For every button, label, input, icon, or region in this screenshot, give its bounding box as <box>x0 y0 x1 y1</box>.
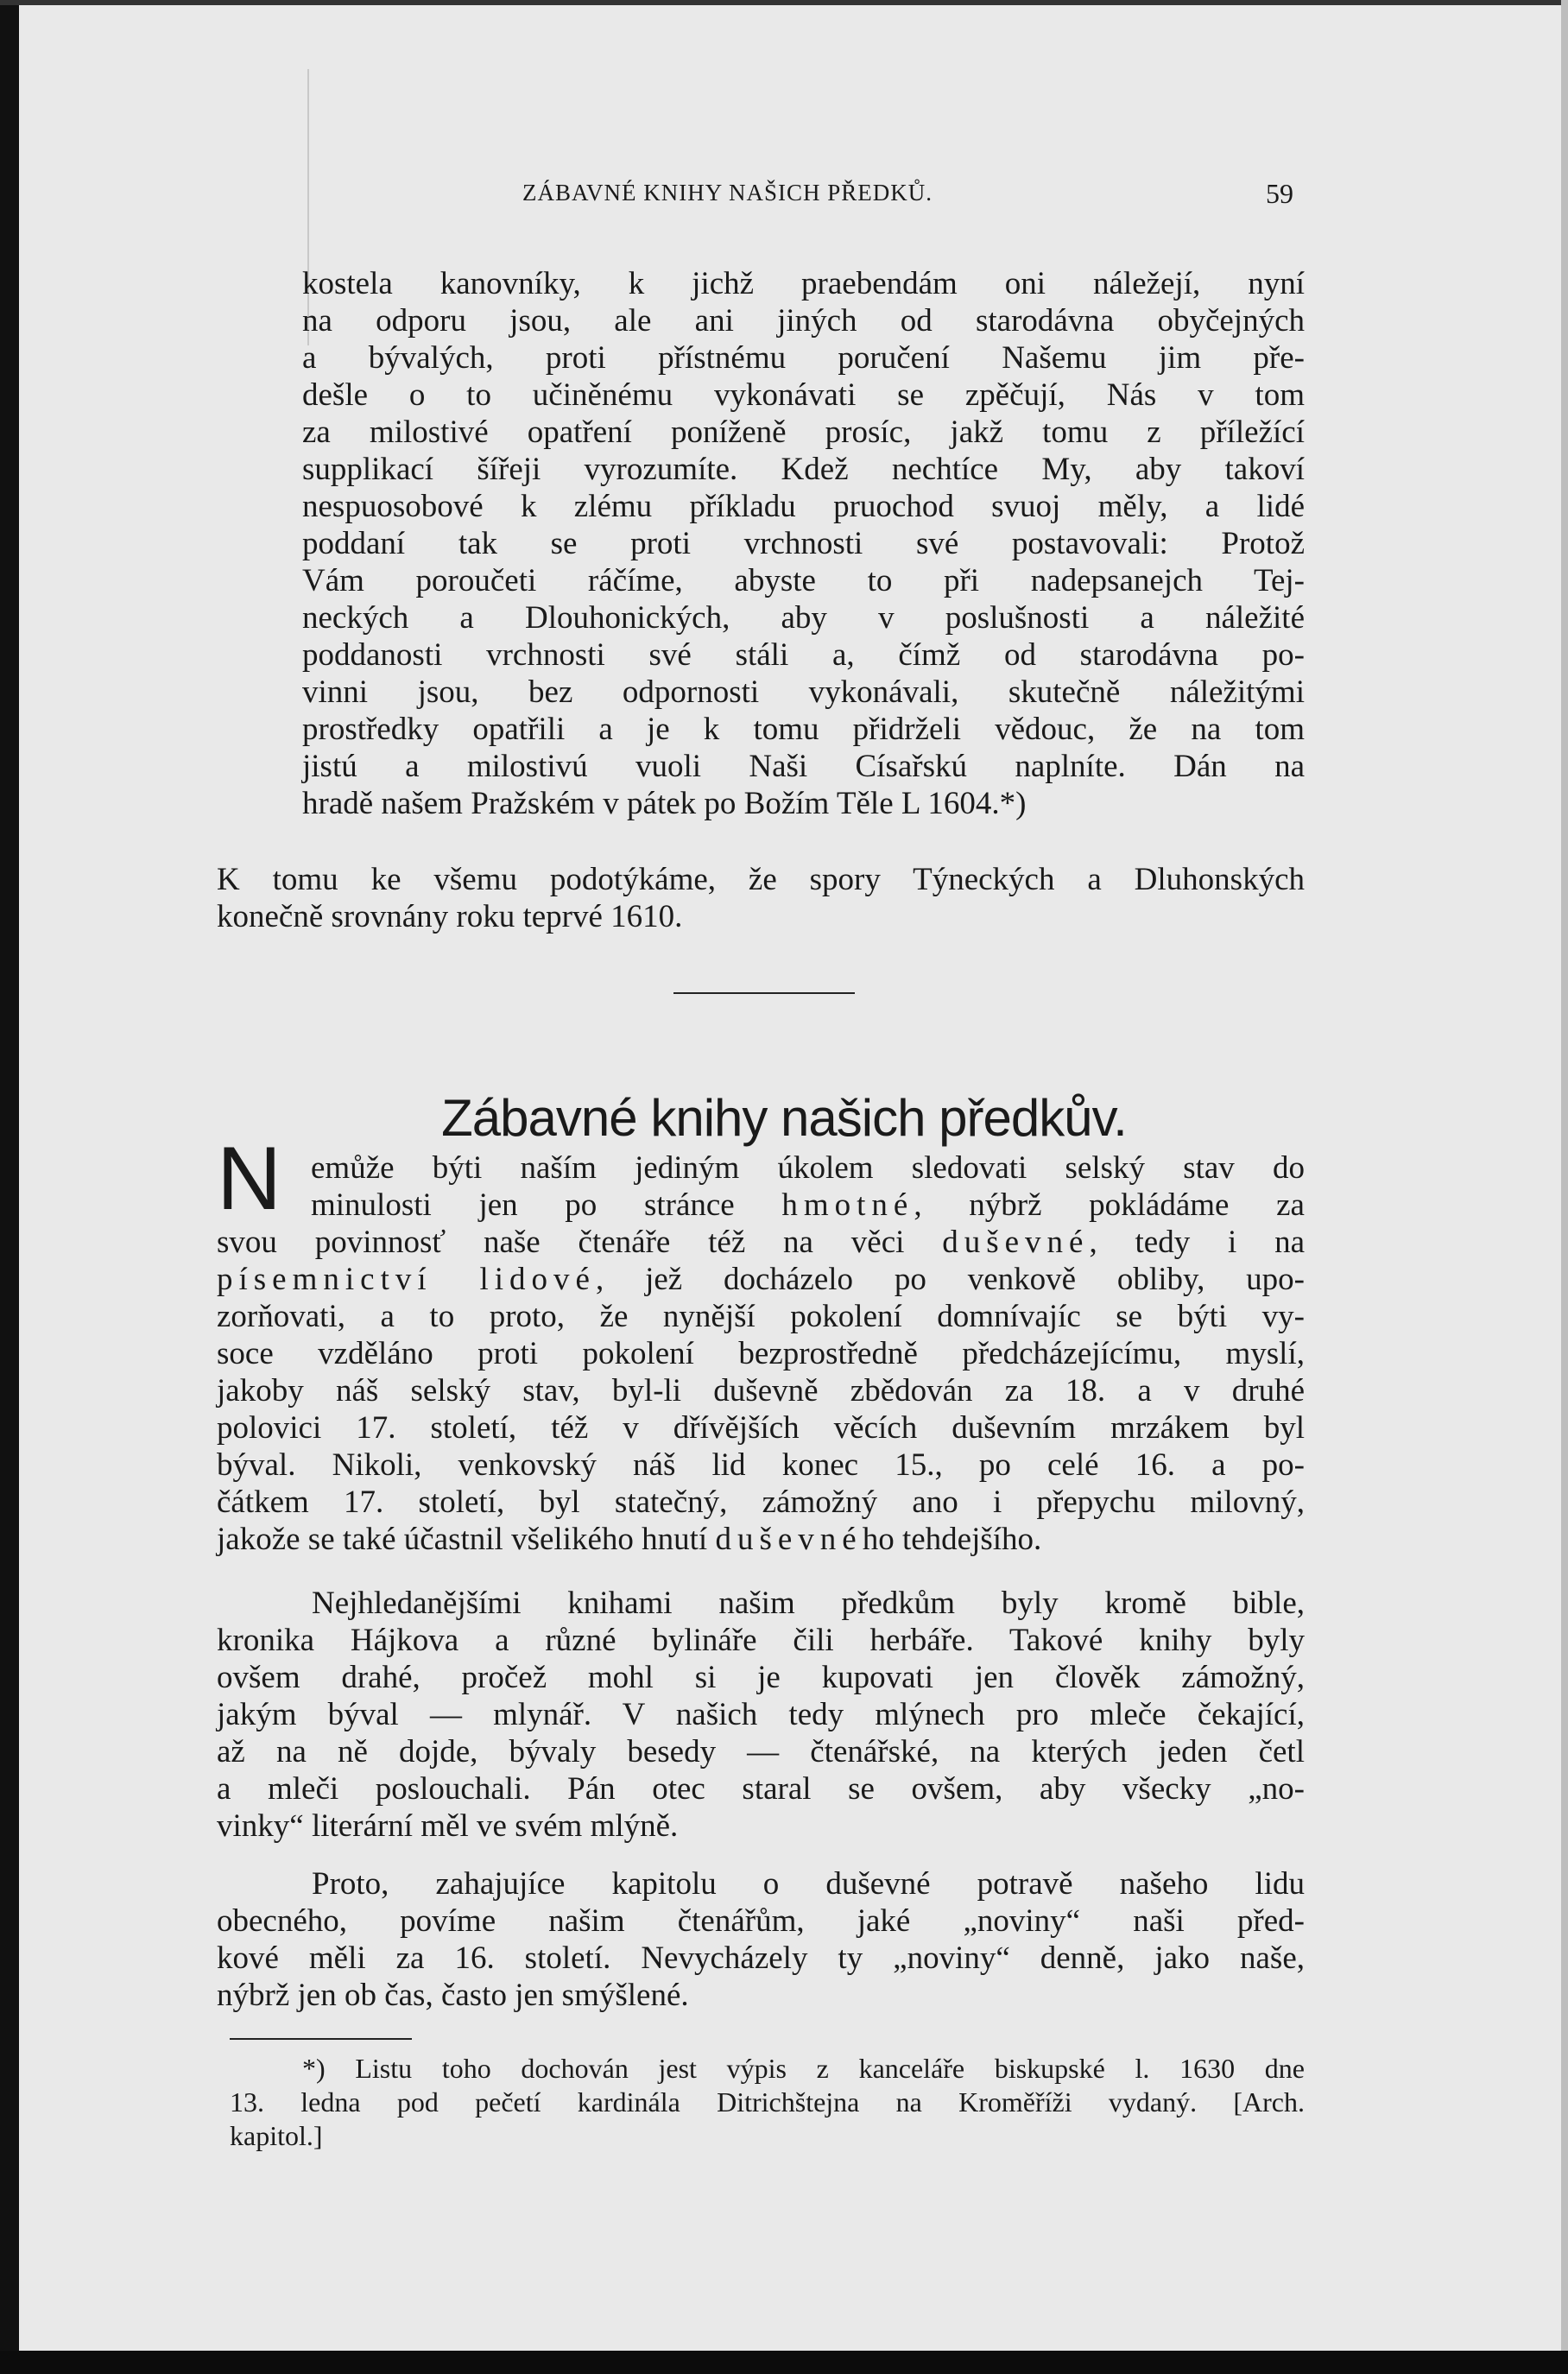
text-line: soce vzděláno proti pokolení bezprostředně předcházejícímu, myslí, <box>217 1336 1305 1371</box>
text-line: poddanosti vrchnosti své stáli a, čímž od starodávna po- <box>302 637 1305 673</box>
scan-border-left <box>0 0 19 2374</box>
text-line: kostela kanovníky, k jichž praebendám oni náležejí, nyní <box>302 266 1305 301</box>
text-line: 13. ledna pod pečetí kardinála Ditrichštejna na Kroměříži vydaný. [Arch. <box>230 2086 1305 2118</box>
text-line: a bývalých, proti přístnému poručení Našemu jim pře- <box>302 340 1305 376</box>
article-paragraph-1 <box>217 1149 1305 1558</box>
text-line: písemnictví lidové, jež docházelo po venkově obliby, upo- <box>217 1262 1306 1297</box>
note-paragraph <box>217 861 1305 935</box>
text-line: čátkem 17. století, byl statečný, zámožný ano i přepychu milovný, <box>217 1485 1305 1520</box>
text-line: Nejhledanějšími knihami našim předkům byly kromě bible, <box>312 1586 1305 1621</box>
emphasized-word: duševné <box>942 1225 1090 1260</box>
emphasized-word: hmotné <box>781 1187 914 1223</box>
text-line: býval. Nikoli, venkovský náš lid konec 15., po celé 16. a po- <box>217 1447 1305 1483</box>
text-line: na odporu jsou, ale ani jiných od starodávna obyčejných <box>302 303 1305 339</box>
text-line: ovšem drahé, pročež mohl si je kupovati jen člověk zámožný, <box>217 1660 1305 1695</box>
text-line: Proto, zahajujíce kapitolu o duševné potravě našeho lidu <box>312 1866 1305 1902</box>
drop-cap: N <box>217 1129 282 1229</box>
text-line: nespuosobové k zlému příkladu pruochod svuoj měly, a lidé <box>302 489 1305 524</box>
text-line: vinni jsou, bez odpornosti vykonávali, skutečně náležitými <box>302 674 1305 710</box>
article-paragraph-3 <box>217 1865 1305 2014</box>
text-line: polovici 17. století, též v dřívějších věcích duševním mrzákem byl <box>217 1410 1305 1446</box>
text-line: zorňovati, a to proto, že nynější pokolení domnívajíc se býti vy- <box>217 1299 1305 1334</box>
text-line: *) Listu toho dochován jest výpis z kanceláře biskupské l. 1630 dne <box>302 2053 1305 2084</box>
page-number: 59 <box>1266 178 1293 209</box>
text-line: až na ně dojde, bývaly besedy — čtenářské, na kterých jeden četl <box>217 1734 1305 1769</box>
footnote <box>230 2052 1305 2153</box>
text-line: jakým býval — mlynář. V našich tedy mlýnech pro mleče čekající, <box>217 1697 1305 1732</box>
text-line: kronika Hájkova a různé bylináře čili herbáře. Takové knihy byly <box>217 1623 1305 1658</box>
text-line: K tomu ke všemu podotýkáme, že spory Týneckých a Dluhonských <box>217 862 1305 897</box>
text-line: emůže býti naším jediným úkolem sledovati selský stav do <box>311 1150 1305 1186</box>
emphasized-word: duševné <box>715 1522 863 1557</box>
quoted-decree <box>302 265 1305 822</box>
text-line: supplikací šířeji vyrozumíte. Kdež nechtíce My, aby takoví <box>302 452 1305 487</box>
text-line: jakoby náš selský stav, byl-li duševně zbědován za 18. a v druhé <box>217 1373 1305 1409</box>
running-header: ZÁBAVNÉ KNIHY NAŠICH PŘEDKŮ. <box>522 180 933 206</box>
scan-border-bottom <box>0 2351 1568 2374</box>
text-line: jakože se také účastnil všelikého hnutí duševného tehdejšího. <box>217 1522 1042 1557</box>
text-line: konečně srovnány roku teprvé 1610. <box>217 899 683 934</box>
scan-border-top <box>0 0 1568 5</box>
text-line: minulosti jen po stránce hmotné, nýbrž pokládáme za <box>311 1187 1305 1223</box>
text-line: nýbrž jen ob čas, často jen smýšlené. <box>217 1978 689 2013</box>
article-paragraph-2 <box>217 1585 1305 1845</box>
text-line: kapitol.] <box>230 2120 323 2151</box>
emphasized-word: písemnictví lidové <box>217 1262 596 1297</box>
text-line: svou povinnosť naše čtenáře též na věci duševné, tedy i na <box>217 1225 1306 1260</box>
text-line: dešle o to učiněnému vykonávati se zpěčují, Nás v tom <box>302 377 1305 413</box>
section-divider <box>673 992 855 994</box>
text-line: vinky“ literární měl ve svém mlýně. <box>217 1808 679 1844</box>
text-line: kové měli za 16. století. Nevycházely ty „noviny“ denně, jako naše, <box>217 1940 1305 1976</box>
text-line: jistú a milostivú vuoli Naši Císařskú naplníte. Dán na <box>302 749 1305 784</box>
text-line: za milostivé opatření poníženě prosíc, jakž tomu z příležící <box>302 415 1305 450</box>
article-title: Zábavné knihy našich předkův. <box>441 1089 1127 1148</box>
text-line: Vám poroučeti ráčíme, abyste to při nadepsanejch Tej- <box>302 563 1305 598</box>
text-line: obecného, povíme našim čtenářům, jaké „noviny“ naši před- <box>217 1903 1305 1939</box>
text-line: hradě našem Pražském v pátek po Božím Těle L 1604.*) <box>302 786 1027 821</box>
text-line: prostředky opatřili a je k tomu přidrželi vědouc, že na tom <box>302 712 1305 747</box>
text-line: neckých a Dlouhonických, aby v poslušnosti a náležité <box>302 600 1305 636</box>
scan-border-right <box>1561 0 1568 2374</box>
text-line: a mleči poslouchali. Pán otec staral se ovšem, aby všecky „no- <box>217 1771 1305 1807</box>
text-line: poddaní tak se proti vrchnosti své postavovali: Protož <box>302 526 1305 561</box>
footnote-divider <box>230 2038 412 2040</box>
